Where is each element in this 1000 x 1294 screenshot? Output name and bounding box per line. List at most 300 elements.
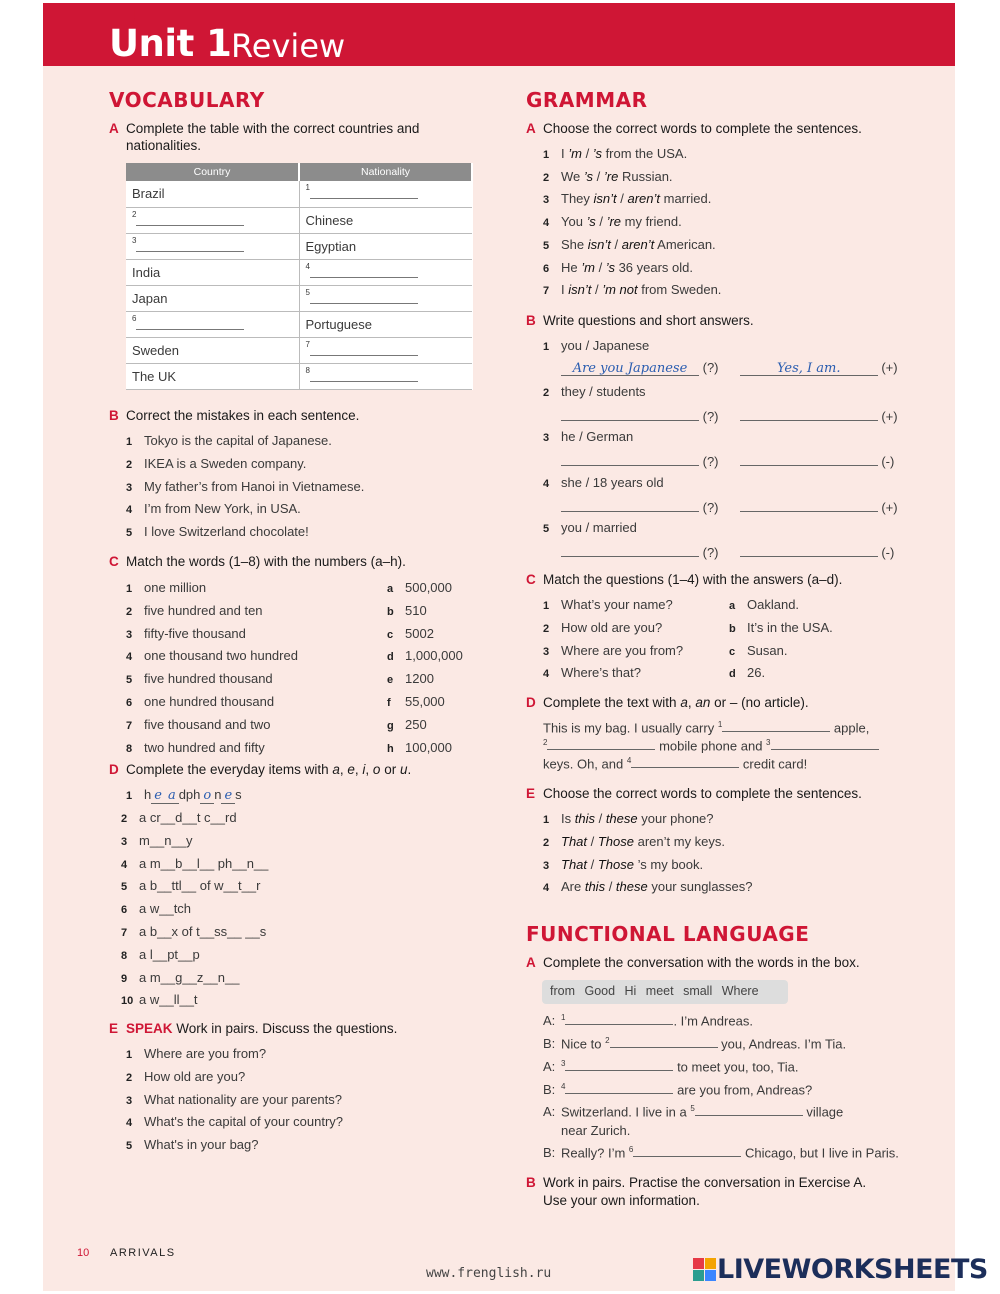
item-number: 6 xyxy=(126,697,133,709)
vocab-e-item xyxy=(126,1046,266,1061)
option[interactable]: this xyxy=(584,879,606,895)
vocab-d-instruction: D Complete the everyday items with a, e, i, o or u. xyxy=(109,762,412,777)
grammar-b-answer-line xyxy=(561,451,894,469)
item-text: you / Japanese xyxy=(561,338,650,353)
option[interactable]: isn’t xyxy=(593,191,617,207)
blank-number: 5 xyxy=(305,287,310,297)
item-number: 5 xyxy=(543,239,550,252)
answer-blank[interactable] xyxy=(565,1059,673,1071)
grammar-a-item xyxy=(543,260,693,275)
answer-blank[interactable] xyxy=(740,497,878,512)
conversation-line xyxy=(543,1013,753,1028)
item-text: your sunglasses? xyxy=(647,879,753,895)
country-cell: India xyxy=(126,259,299,285)
item-text: Where’s that? xyxy=(561,665,641,681)
item-number: 7 xyxy=(126,719,133,732)
answer-blank[interactable] xyxy=(565,1082,673,1094)
item-text: You xyxy=(561,214,587,230)
item-text: fifty-five thousand xyxy=(144,625,246,641)
answer-sign: (+) xyxy=(877,499,898,515)
item-text: American. xyxy=(654,236,716,252)
grammar-b-answer-line xyxy=(561,360,898,376)
answer-blank[interactable] xyxy=(610,1036,718,1048)
item-text: a w__ll__t xyxy=(139,992,198,1008)
separator: / xyxy=(594,259,606,275)
match-right-item xyxy=(387,580,452,595)
vocab-c-instruction: C Match the words (1–8) with the numbers (a–h). xyxy=(109,554,406,569)
option[interactable]: isn’t xyxy=(587,236,611,252)
blank-number: 7 xyxy=(305,339,310,349)
vocab-b-instruction: B Correct the mistakes in each sentence. xyxy=(109,408,360,423)
item-number: 1 xyxy=(126,436,133,448)
table-row xyxy=(126,337,472,363)
nationality-cell xyxy=(299,363,472,389)
item-number: 10 xyxy=(121,995,134,1008)
item-text: he / German xyxy=(561,429,634,444)
item-text: They xyxy=(561,191,594,207)
table-row xyxy=(126,259,472,285)
item-text: a b__ttl__ of w__t__r xyxy=(139,878,261,894)
item-text: I xyxy=(561,282,569,298)
grammar-b-prompt xyxy=(543,384,646,399)
item-number: 5 xyxy=(126,1140,133,1153)
answer-blank[interactable] xyxy=(136,212,244,226)
grammar-e-item xyxy=(543,857,703,872)
item-text: What's the capital of your country? xyxy=(144,1114,344,1130)
answer-blank[interactable] xyxy=(547,738,655,750)
item-number: 6 xyxy=(543,262,550,275)
grammar-b-prompt xyxy=(543,520,637,535)
conversation-line xyxy=(543,1059,798,1074)
line-text: Nice to xyxy=(561,1036,606,1052)
item-text: 5002 xyxy=(405,625,434,641)
vocab-e-item xyxy=(126,1092,342,1107)
option[interactable]: ’re xyxy=(603,168,619,184)
vocab-d-item xyxy=(121,992,198,1007)
match-right-item xyxy=(387,603,427,618)
vocab-d-item xyxy=(121,878,260,893)
match-left-item xyxy=(126,580,206,595)
separator: / xyxy=(591,282,603,298)
option[interactable]: this xyxy=(574,811,595,826)
answer-blank[interactable]: e xyxy=(151,788,165,804)
answer-blank[interactable] xyxy=(740,406,878,421)
option[interactable]: ’m xyxy=(581,259,595,275)
grammar-e-item xyxy=(543,811,714,826)
col-nationality-header: Nationality xyxy=(299,163,472,181)
item-letter: f xyxy=(387,697,391,709)
item-number: 3 xyxy=(126,481,133,494)
option[interactable]: That xyxy=(561,833,588,849)
grammar-d-instruction: D Complete the text with a, an or – (no article). xyxy=(526,695,809,710)
item-text: from the USA. xyxy=(601,146,688,161)
separator: / xyxy=(593,168,604,184)
grammar-e-item xyxy=(543,834,725,849)
item-number: 5 xyxy=(126,674,133,687)
answer-blank[interactable] xyxy=(310,264,418,278)
grammar-a-item xyxy=(543,214,682,229)
word-box: from Good Hi meet small Where xyxy=(542,980,788,1004)
item-text: 510 xyxy=(405,602,427,618)
answer-blank[interactable]: a xyxy=(165,788,179,804)
question-mark: (?) xyxy=(699,360,726,375)
blank-number: 6 xyxy=(628,1145,634,1154)
functional-a-instruction: A Complete the conversation with the words in the box. xyxy=(526,955,860,970)
answer-sign: (+) xyxy=(877,360,898,375)
item-text: She xyxy=(561,236,588,252)
vocab-e-item xyxy=(126,1069,245,1084)
match-right-item xyxy=(387,717,427,732)
separator: / xyxy=(595,214,607,230)
conversation-line xyxy=(543,1104,843,1119)
match-right-item xyxy=(729,620,833,635)
answer-blank[interactable] xyxy=(695,1104,803,1116)
item-number: 2 xyxy=(543,836,550,849)
question-blank[interactable] xyxy=(561,406,699,421)
grammar-b-answer-line xyxy=(561,542,894,560)
answer-blank[interactable] xyxy=(740,542,878,557)
match-right-item xyxy=(387,671,434,686)
question-blank[interactable]: Are you Japanese xyxy=(561,361,699,376)
item-letter: d xyxy=(387,651,394,664)
vocab-e-item xyxy=(126,1137,259,1152)
table-row xyxy=(126,285,472,311)
answer-blank[interactable] xyxy=(136,238,244,252)
match-left-item xyxy=(126,694,274,709)
grammar-b-prompt xyxy=(543,429,633,444)
match-right-item xyxy=(729,643,787,658)
match-left-item xyxy=(126,603,263,618)
blank-number: 4 xyxy=(561,1082,566,1091)
item-text: aren’t my keys. xyxy=(634,833,726,849)
item-text: How old are you? xyxy=(144,1068,246,1084)
item-text: one million xyxy=(144,580,207,595)
liveworksheets-logo xyxy=(693,1254,988,1285)
blank-number: 1 xyxy=(561,1013,566,1022)
item-text: you / married xyxy=(561,520,637,535)
option[interactable]: aren’t xyxy=(621,236,655,252)
answer-blank[interactable] xyxy=(136,316,244,330)
speaker: B: xyxy=(543,1145,556,1161)
item-text: It’s in the USA. xyxy=(747,619,833,635)
vocab-b-item xyxy=(126,524,309,539)
answer-blank[interactable] xyxy=(310,290,418,304)
option[interactable]: ’m xyxy=(568,146,582,161)
country-cell xyxy=(126,233,299,259)
match-left-item xyxy=(126,648,298,663)
item-number: 3 xyxy=(543,645,550,658)
item-text: What’s your name? xyxy=(561,597,673,612)
item-text: 26. xyxy=(747,665,766,681)
answer-blank[interactable]: e xyxy=(221,788,235,804)
line-text: . I’m Andreas. xyxy=(673,1013,753,1029)
match-right-item xyxy=(387,626,434,641)
item-number: 3 xyxy=(121,835,128,848)
vocab-d-item xyxy=(121,970,239,985)
item-number: 2 xyxy=(121,813,128,825)
option[interactable]: Those xyxy=(597,833,634,849)
line-text: Chicago, but I live in Paris. xyxy=(741,1145,899,1161)
line-text: Switzerland. I live in a xyxy=(561,1104,691,1120)
functional-b-instruction-cont: Use your own information. xyxy=(543,1193,700,1208)
item-text: two hundred and fifty xyxy=(144,739,265,755)
question-mark: (?) xyxy=(699,499,726,515)
item-number: 1 xyxy=(543,341,550,353)
item-number: 2 xyxy=(126,1071,133,1084)
grammar-e-instruction: E Choose the correct words to complete the sentences. xyxy=(526,786,862,801)
answer-blank[interactable] xyxy=(631,756,739,768)
grammar-e-item xyxy=(543,879,753,894)
line-text: are you from, Andreas? xyxy=(673,1082,813,1098)
item-number: 1 xyxy=(126,583,133,595)
item-text: I love Switzerland chocolate! xyxy=(144,524,309,540)
item-number: 2 xyxy=(543,386,550,399)
option[interactable]: That xyxy=(561,856,588,872)
item-text: Russian. xyxy=(618,168,673,184)
vocab-b-item xyxy=(126,456,306,471)
item-text: a cr__d__t c__rd xyxy=(139,810,237,825)
separator: / xyxy=(594,811,606,826)
item-text: 250 xyxy=(405,716,427,732)
match-left-item xyxy=(126,626,246,641)
match-right-item xyxy=(387,694,445,709)
item-text: she / 18 years old xyxy=(561,474,664,490)
item-text: Where are you from? xyxy=(561,642,684,658)
grammar-a-item xyxy=(543,191,711,206)
speaker: B: xyxy=(543,1082,556,1098)
option[interactable]: ’s xyxy=(592,146,602,161)
vocab-b-item xyxy=(126,479,364,494)
item-text: 1,000,000 xyxy=(405,648,463,664)
speaker: B: xyxy=(543,1036,556,1052)
item-number: 5 xyxy=(126,527,133,540)
item-letter: d xyxy=(729,668,736,681)
answer-blank[interactable] xyxy=(565,1013,673,1025)
footer-label: ARRIVALS xyxy=(110,1247,176,1259)
item-text: I’m from New York, in USA. xyxy=(144,501,301,517)
item-text: a w__tch xyxy=(139,901,192,917)
item-number: 3 xyxy=(543,859,550,872)
item-text: a m__g__z__n__ xyxy=(139,969,240,985)
item-letter: e xyxy=(387,674,394,687)
item-number: 4 xyxy=(126,651,133,664)
vocab-a-instruction: A Complete the table with the correct countries and xyxy=(109,121,420,136)
option[interactable]: these xyxy=(605,811,638,826)
grammar-d-line-2: $^2$ mobile phone and $^3$ xyxy=(543,738,879,753)
vocab-d-item xyxy=(121,947,200,962)
item-number: 2 xyxy=(543,622,550,635)
grammar-heading: GRAMMAR xyxy=(526,88,648,112)
item-number: 4 xyxy=(126,1117,133,1130)
question-blank[interactable] xyxy=(561,497,699,512)
item-text: Susan. xyxy=(747,642,788,658)
country-cell: Japan xyxy=(126,285,299,311)
answer-blank[interactable] xyxy=(722,720,830,732)
match-right-item xyxy=(729,665,765,680)
item-letter: c xyxy=(729,645,736,658)
nationality-cell xyxy=(299,337,472,363)
item-number: 4 xyxy=(543,882,550,895)
country-nationality-table xyxy=(126,163,473,390)
match-left-item xyxy=(543,643,683,658)
item-text: from Sweden. xyxy=(637,282,722,298)
item-letter: g xyxy=(387,719,394,732)
item-number: 3 xyxy=(126,1094,133,1107)
grammar-a-item xyxy=(543,237,716,252)
item-number: 3 xyxy=(543,432,550,444)
item-text: married. xyxy=(660,191,712,207)
unit-subtitle: Review xyxy=(231,27,346,65)
table-row xyxy=(126,363,472,389)
question-mark: (?) xyxy=(699,408,726,424)
nationality-cell xyxy=(299,259,472,285)
answer-blank[interactable] xyxy=(771,738,879,750)
answer-blank[interactable] xyxy=(310,342,418,356)
item-number: 7 xyxy=(543,285,550,298)
item-text: they / students xyxy=(561,383,646,399)
item-text: 500,000 xyxy=(405,580,452,595)
separator: / xyxy=(587,856,598,872)
item-number: 4 xyxy=(126,504,133,517)
conversation-line xyxy=(543,1145,899,1160)
separator: / xyxy=(605,879,616,895)
table-row xyxy=(126,181,472,207)
speaker: A: xyxy=(543,1104,556,1120)
answer-blank[interactable] xyxy=(740,451,878,466)
option[interactable]: isn’t xyxy=(568,282,592,298)
option[interactable]: ’re xyxy=(606,214,622,230)
item-text: What nationality are your parents? xyxy=(144,1091,342,1107)
item-number: 8 xyxy=(126,742,133,755)
item-letter: a xyxy=(387,583,394,595)
item-number: 2 xyxy=(543,171,550,184)
item-text: 55,000 xyxy=(405,694,445,709)
answer-blank[interactable]: o xyxy=(200,788,214,804)
nationality-cell: Portuguese xyxy=(299,311,472,337)
option[interactable]: ’s xyxy=(583,168,594,184)
answer-blank[interactable] xyxy=(633,1145,741,1157)
nationality-cell xyxy=(299,181,472,207)
item-number: 5 xyxy=(543,523,550,535)
item-text: IKEA is a Sweden company. xyxy=(144,455,307,471)
answer-blank[interactable]: Yes, I am. xyxy=(740,361,878,376)
separator: / xyxy=(581,146,593,161)
vocab-d-item xyxy=(121,924,266,939)
conversation-line xyxy=(543,1082,812,1097)
option[interactable]: ’s xyxy=(605,259,615,275)
item-text: My father’s from Hanoi in Vietnamese. xyxy=(144,478,365,494)
answer-sign: (+) xyxy=(877,408,898,424)
line-text: near Zurich. xyxy=(561,1123,631,1138)
option[interactable]: aren’t xyxy=(627,191,661,207)
option[interactable]: ’s xyxy=(586,214,596,230)
match-right-item xyxy=(387,648,463,663)
vocabulary-heading: VOCABULARY xyxy=(109,88,265,112)
item-text: How old are you? xyxy=(561,619,663,635)
match-left-item xyxy=(543,620,662,635)
country-cell: The UK xyxy=(126,363,299,389)
grammar-b-prompt xyxy=(543,475,664,490)
liveworksheets-icon xyxy=(693,1258,717,1282)
match-right-item xyxy=(387,740,452,755)
match-left-item xyxy=(126,740,265,755)
match-left-item xyxy=(126,717,270,732)
blank-number: 2 xyxy=(132,209,137,219)
item-number: 4 xyxy=(121,858,128,871)
page-number: 10 xyxy=(77,1247,90,1259)
question-blank[interactable] xyxy=(561,542,699,557)
vocab-d-item xyxy=(121,833,192,848)
item-text: What's in your bag? xyxy=(144,1137,259,1153)
separator: / xyxy=(616,191,628,207)
grammar-b-instruction: B Write questions and short answers. xyxy=(526,313,754,328)
country-cell xyxy=(126,207,299,233)
nationality-cell: Chinese xyxy=(299,207,472,233)
item-number: 5 xyxy=(121,881,128,894)
item-text: one hundred thousand xyxy=(144,694,275,709)
vocab-e-item xyxy=(126,1114,343,1129)
grammar-a-item xyxy=(543,169,673,184)
website-url: www.frenglish.ru xyxy=(426,1266,552,1281)
blank-number: 8 xyxy=(305,365,310,375)
answer-blank[interactable] xyxy=(310,185,418,199)
country-cell: Brazil xyxy=(126,181,299,207)
item-text: a l__pt__p xyxy=(139,946,200,962)
answer-sign: (-) xyxy=(877,454,895,469)
item-text: Tokyo is the capital of Japanese. xyxy=(144,433,332,448)
conversation-line xyxy=(543,1123,630,1138)
item-number: 1 xyxy=(543,149,550,161)
item-text: a b__x of t__ss__ __s xyxy=(139,924,267,939)
option[interactable]: Those xyxy=(597,856,634,872)
item-number: 2 xyxy=(126,458,133,471)
item-number: 4 xyxy=(543,668,550,681)
functional-language-heading: FUNCTIONAL LANGUAGE xyxy=(526,922,810,946)
item-text: your phone? xyxy=(637,811,714,826)
line-text: Really? I’m xyxy=(561,1145,629,1161)
item-number: 1 xyxy=(543,814,550,826)
grammar-a-item xyxy=(543,282,721,297)
grammar-c-instruction: C Match the questions (1–4) with the answers (a–d). xyxy=(526,572,843,587)
item-text: five hundred thousand xyxy=(144,671,273,687)
line-text: to meet you, too, Tia. xyxy=(673,1059,799,1075)
grammar-a-item xyxy=(543,146,687,161)
table-row xyxy=(126,311,472,337)
match-right-item xyxy=(729,597,799,612)
item-number: 6 xyxy=(121,904,128,917)
item-number: 7 xyxy=(121,927,128,939)
vocab-e-instruction: E SPEAK Work in pairs. Discuss the questions. xyxy=(109,1021,398,1036)
item-number: 3 xyxy=(126,628,133,641)
grammar-b-answer-line xyxy=(561,497,898,515)
blank-number: 5 xyxy=(690,1104,695,1113)
item-text: a m__b__l__ ph__n__ xyxy=(139,855,269,871)
grammar-a-instruction: A Choose the correct words to complete the sentences. xyxy=(526,121,862,136)
grammar-b-answer-line xyxy=(561,406,898,424)
question-blank[interactable] xyxy=(561,451,699,466)
item-text: five hundred and ten xyxy=(144,602,263,618)
answer-sign: (-) xyxy=(877,545,895,560)
grammar-d-line-3: keys. Oh, and $^4$ credit card! xyxy=(543,756,808,772)
blank-number: 4 xyxy=(305,261,310,271)
answer-blank[interactable] xyxy=(310,368,418,382)
country-cell xyxy=(126,311,299,337)
option[interactable]: these xyxy=(615,879,648,895)
match-left-item xyxy=(543,597,673,612)
item-number: 2 xyxy=(126,605,133,618)
option[interactable]: ’m not xyxy=(602,282,638,298)
line-text: village xyxy=(802,1104,844,1120)
